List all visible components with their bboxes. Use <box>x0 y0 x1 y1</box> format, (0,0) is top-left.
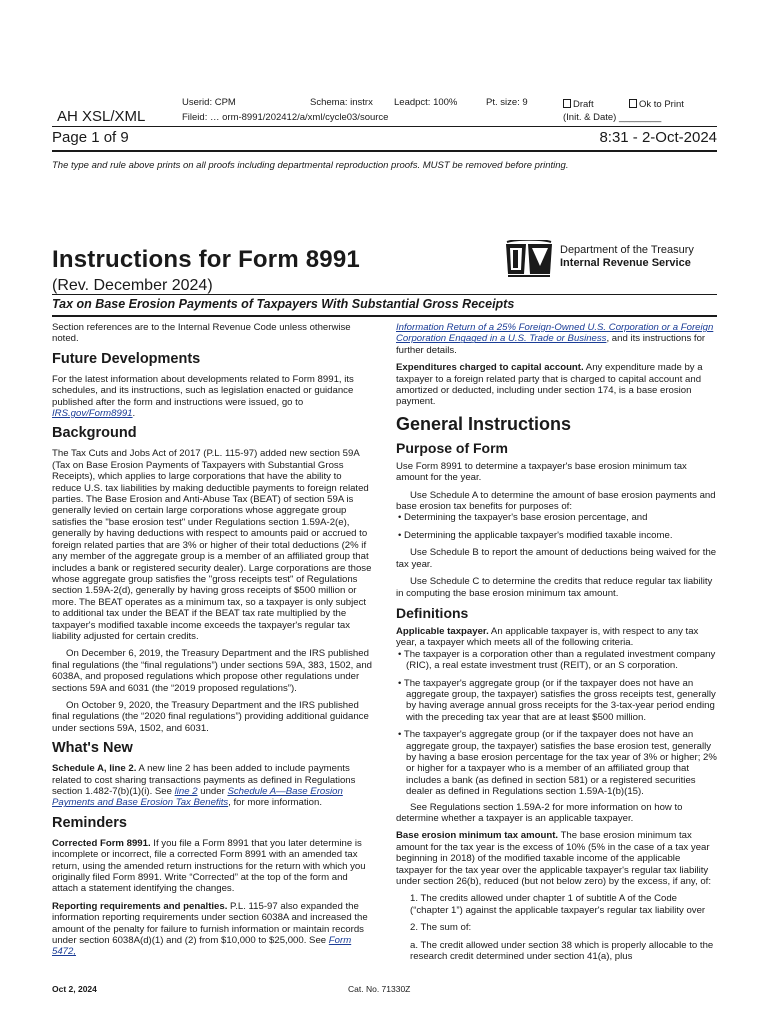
background-text-1: The Tax Cuts and Jobs Act of 2017 (P.L. 115-97) added new section 59A (Tax on Base Erosion Payments of Taxpayers with Substantial Gross Receipts), which applies to large corporations that have the ability to reduce U.S. tax liabilities by making deductible payments to foreign related parties. The Base Erosion and Anti-Abuse Tax (BEAT) of section 59A is generally levied on certain large corporations whose aggregate group satisfies the "base erosion test" under Regulations section 1.59A-2(e), generally by having deductions with respect to amounts paid or accrued to foreign related parties that are 3% or higher of their total deductions (2% if any member of the aggregate group is a member of an affiliated group that includes a bank or registered security dealer). Large corporations are those whose aggregate group satisfies the "gross receipts test" of Regulations section 1.59A-2(d), generally by having gross receipts of $500 million or more. The BEAT operates as a minimum tax, so a taxpayer is only subject to additional tax under the BEAT if the BEAT tax rate multiplied by the taxpayer's modified taxable income exceeds the taxpayer's regular tax liability adjusted for certain credits. <box>52 448 372 642</box>
purpose-bullet-1: • Determining the taxpayer's base erosion percentage, and <box>398 512 648 524</box>
bemta-item-1: 1. The credits allowed under chapter 1 of subtitle A of the Code (“chapter 1”) against the applicable taxpayer's regular tax liability over <box>410 893 706 916</box>
expenditures-text: Expenditures charged to capital account. Any expenditure made by a taxpayer to a foreign related party that is charged to capital account and amortized or deducted, including under section 174, is a base erosion payment. <box>396 362 703 408</box>
ok-to-print-checkbox-icon[interactable] <box>629 99 637 108</box>
proof-rule-bottom <box>52 150 717 152</box>
proof-timestamp: 8:31 - 2-Oct-2024 <box>599 129 717 146</box>
heading-background: Background <box>52 425 137 442</box>
proof-init-date: (Init. & Date) ________ <box>563 112 662 123</box>
footer-date: Oct 2, 2024 <box>52 984 97 994</box>
whats-new-text: Schedule A, line 2. A new line 2 has been added to include payments related to cost sharing transactions payments as defined in Regulations section 1.482-7(b)(1)(i). See line 2 under Schedule A—Base Erosion Payments and Base Erosion Tax Benefits, for more information. <box>52 763 356 809</box>
proof-note: The type and rule above prints on all proofs including departmental reproduction proofs. MUST be removed before printing. <box>52 160 569 171</box>
left-column <box>52 322 372 964</box>
proof-ptsize: Pt. size: 9 <box>486 97 528 108</box>
heading-whats-new: What's New <box>52 740 133 757</box>
proof-rule-top <box>52 126 717 127</box>
form-subtitle: Tax on Base Erosion Payments of Taxpayers With Substantial Gross Receipts <box>52 297 515 311</box>
proof-leadpct: Leadpct: 100% <box>394 97 458 108</box>
background-text-2: On December 6, 2019, the Treasury Department and the IRS published final regulations (the “final regulations”) under sections 59A, 383, 1502, and 6038A, and proposed regulations which propose other regulations under sections 59A and 6031 (the “2019 proposed regulations”). <box>52 648 372 694</box>
line-2-link[interactable]: line 2 <box>174 786 198 797</box>
purpose-text-4: Use Schedule C to determine the credits that reduce regular tax liability in computing the base erosion minimum tax amount. <box>396 576 713 599</box>
purpose-text-2: Use Schedule A to determine the amount of base erosion payments and base erosion tax benefits for purposes of: <box>396 489 716 513</box>
heading-future-developments: Future Developments <box>52 350 201 367</box>
heading-definitions: Definitions <box>396 604 469 621</box>
irs-eagle-logo-icon <box>504 240 554 278</box>
proof-page: Page 1 of 9 <box>52 129 129 146</box>
proof-schema: Schema: instrx <box>310 97 373 108</box>
dept-irs: Internal Revenue Service <box>560 257 691 269</box>
applicable-bullet-1: • The taxpayer is a corporation other than a regulated investment company (RIC), a real estate investment trust (REIT), or an S corporation. <box>398 648 716 672</box>
right-column <box>396 322 718 968</box>
dept-treasury: Department of the Treasury <box>560 244 694 256</box>
form-5472-title-link[interactable]: Information Return of a 25% Foreign-Owned U.S. Corporation or a Foreign Corporation Engaged in a U.S. Trade or Business <box>396 322 714 345</box>
draft-label: Draft <box>573 99 594 110</box>
proof-userid: Userid: CPM <box>182 97 236 108</box>
applicable-taxpayer-text-2: See Regulations section 1.59A-2 for more information on how to determine whether a taxpayer is an applicable taxpayer. <box>396 801 683 824</box>
title-rule <box>52 294 717 295</box>
applicable-bullet-2: • The taxpayer's aggregate group (or if the taxpayer does not have an aggregate group, the taxpayer) satisfies the gross receipts test, generally by having average annual gross receipts for the 3-tax-year period ending with the preceding tax year that are at least $500 million. <box>398 677 716 723</box>
purpose-text-3: Use Schedule B to report the amount of deductions being waived for the tax year. <box>396 547 717 570</box>
proof-ok-to-print[interactable] <box>629 99 684 111</box>
form-title: Instructions for Form 8991 <box>52 246 360 273</box>
subtitle-rule <box>52 315 717 317</box>
purpose-bullet-2: • Determining the applicable taxpayer's modified taxable income. <box>398 529 673 541</box>
footer-cat-no: Cat. No. 71330Z <box>348 984 411 994</box>
form-5472-link[interactable]: Form 5472, <box>52 935 352 958</box>
ok-to-print-label: Ok to Print <box>639 99 684 110</box>
draft-checkbox-icon[interactable] <box>563 99 571 108</box>
background-text-3: On October 9, 2020, the Treasury Department and the IRS published final regulations (the “2020 final regulations”) providing additional guidance under sections 59A, 1502, and 6031. <box>52 699 369 734</box>
heading-reminders: Reminders <box>52 814 127 831</box>
revision-date: (Rev. December 2024) <box>52 277 213 294</box>
heading-general-instructions: General Instructions <box>396 413 572 434</box>
applicable-taxpayer-text: Applicable taxpayer. An applicable taxpayer is, with respect to any tax year, a taxpayer which meets all of the following criteria. <box>396 625 699 649</box>
heading-purpose-of-form: Purpose of Form <box>396 439 509 456</box>
applicable-bullet-3: • The taxpayer's aggregate group (or if the taxpayer does not have an aggregate group, the taxpayer) satisfies the base erosion test, generally by having a base erosion percentage for the tax year of 3% or higher; 2% or higher for a taxpayer who is a member of an affiliated group that includes a bank (as defined in section 581) or a registered securities dealer as defined in Regulations section 1.59A-1(b)(15). <box>398 729 717 798</box>
bemta-item-2a: a. The credit allowed under section 38 which is properly allocable to the research credit determined under section 41(a), plus <box>410 939 714 963</box>
bemta-text: Base erosion minimum tax amount. The base erosion minimum tax amount for the tax year is the excess of 10% (5% in the case of a tax year beginning in 2018) of the modified taxable income of the applicable taxpayer for the tax year over the applicable taxpayer's regular tax liability under section 26(b), reduced (but not below zero) by the excess, if any, of: <box>396 830 711 888</box>
schedule-a-link[interactable]: Schedule A—Base Erosion Payments and Base Erosion Tax Benefits <box>52 786 343 809</box>
proof-product: AH XSL/XML <box>57 108 146 125</box>
form-5472-continuation: Information Return of a 25% Foreign-Owned U.S. Corporation or a Foreign Corporation Engaged in a U.S. Trade or Business, and its instructions for further details. <box>396 322 714 356</box>
corrected-form-text: Corrected Form 8991. If you file a Form 8991 that you later determine is incomplete or incorrect, file a corrected Form 8991 with an amended tax return, using the amended return instructions for the return with which you originally filed Form 8991. Write “Corrected” at the top of the form and attach a statement identifying the changes. <box>52 837 366 895</box>
proof-fileid: Fileid: … orm-8991/202412/a/xml/cycle03/source <box>182 112 389 123</box>
future-developments-text: For the latest information about developments related to Form 8991, its schedules, and its instructions, such as legislation enacted or guidance published after the form and instructions were issued, go to IRS.gov/Form8991. <box>52 373 354 420</box>
reporting-requirements-text: Reporting requirements and penalties. P.L. 115-97 also expanded the information reporting requirements under section 6038A and increased the amount of the penalty for failure to furnish information or maintain records under section 6038A(d)(1) and (2) from $10,000 to $25,000. See Form 5472, <box>52 900 368 958</box>
bemta-item-2: 2. The sum of: <box>410 922 472 934</box>
irs-form8991-link[interactable]: IRS.gov/Form8991 <box>52 408 133 420</box>
proof-draft[interactable] <box>563 99 594 111</box>
intro-text: Section references are to the Internal Revenue Code unless otherwise noted. <box>52 322 351 345</box>
purpose-text-1: Use Form 8991 to determine a taxpayer's base erosion minimum tax amount for the year. <box>396 460 687 484</box>
